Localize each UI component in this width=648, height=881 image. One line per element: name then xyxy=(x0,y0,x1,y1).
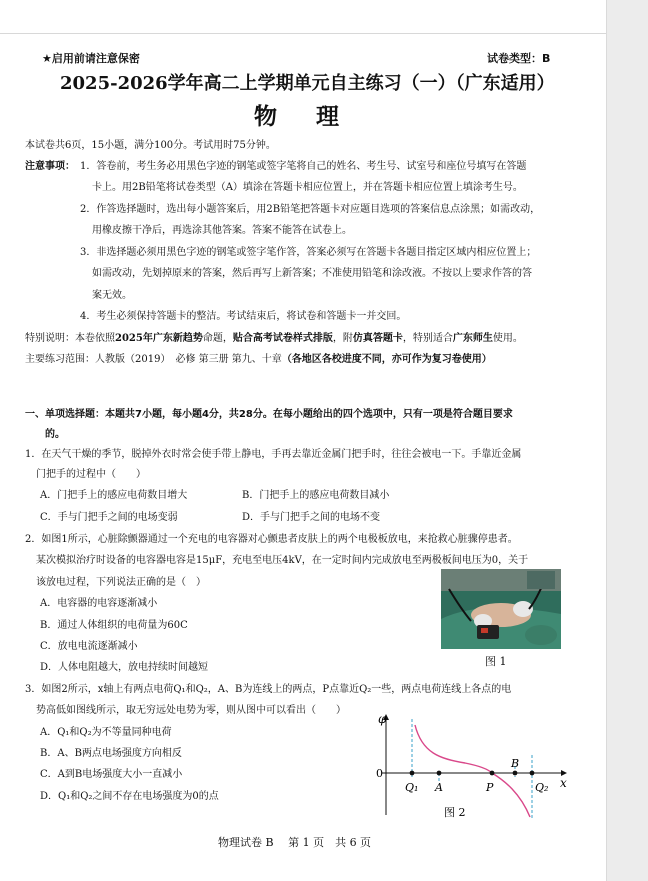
point-b xyxy=(513,771,518,776)
defibrillator-photo xyxy=(441,569,561,649)
origin-label: 0 xyxy=(376,767,383,780)
q3-option-b: B．A、B两点电场强度方向相反 xyxy=(40,748,182,759)
q3-stem-cont: 势高低如图线所示，取无穷远处电势为零，则从图中可以看出（ ） xyxy=(36,705,346,716)
note-line: 如需改动，先划掉原来的答案，然后再写上新答案；不准使用铅笔和涂改液。不按以上要求作答的答 xyxy=(92,268,532,279)
point-p xyxy=(490,771,495,776)
note-line: 4．考生必须保持答题卡的整洁。考试结束后，将试卷和答题卡一并交回。 xyxy=(80,311,407,322)
label-q1: Q₁ xyxy=(405,781,419,794)
q2-charge-point xyxy=(530,771,535,776)
q3-option-d: D．Q₁和Q₂之间不存在电场强度为0的点 xyxy=(40,791,219,802)
page-footer: 物理试卷 B 第 1 页 共 6 页 xyxy=(218,836,372,849)
q1-stem: 1．在天气干燥的季节，脱掉外衣时常会使手带上静电，手再去靠近金属门把手时，往往会被电一下。手靠近金属 xyxy=(25,449,522,460)
label-p: P xyxy=(486,781,494,794)
confidential-notice: ★启用前请注意保密 xyxy=(42,52,140,65)
label-q2: Q₂ xyxy=(535,781,549,794)
section-heading: 一、单项选择题：本题共7小题，每小题4分，共28分。在每小题给出的四个选项中，只有一项是符合题目要求 xyxy=(25,409,513,420)
note-line: 卡上。用2B铅笔将试卷类型（A）填涂在答题卡相应位置上，并在答题卡相应位置上填涂考生号。 xyxy=(92,182,523,193)
label-a: A xyxy=(435,781,443,794)
note-line: 用橡皮擦干净后，再选涂其他答案。答案不能答在试卷上。 xyxy=(92,225,352,236)
q1-option-d: D．手与门把手之间的电场不变 xyxy=(242,512,381,523)
q2-option-c: C．放电电流逐渐减小 xyxy=(40,641,138,652)
potential-graph xyxy=(370,711,576,821)
exam-title: 2025-2026学年高二上学期单元自主练习（一）（广东适用） xyxy=(60,73,555,94)
note-line: 案无效。 xyxy=(92,290,132,301)
paper-type: 试卷类型：B xyxy=(487,52,551,65)
notes-label: 注意事项： xyxy=(25,161,75,172)
special-note: 特别说明：本卷依照2025年广东新趋势命题，贴合高考试卷样式排版，附仿真答题卡，特别适合广东师生使用。 xyxy=(25,333,523,344)
figure1-caption: 图 1 xyxy=(485,655,507,668)
note-line: 3．非选择题必须用黑色字迹的钢笔或签字笔作答，答案必须写在答题卡各题目指定区域内相应位置上； xyxy=(80,247,537,258)
header-rule xyxy=(0,33,606,34)
q3-option-a: A．Q₁和Q₂为不等量同种电荷 xyxy=(40,727,172,738)
defibrillator-illustration xyxy=(441,569,561,649)
q1-option-a: A．门把手上的感应电荷数目增大 xyxy=(40,490,188,501)
note-line: 2．作答选择题时，选出每小题答案后，用2B铅笔把答题卡对应题目选项的答案信息点涂黑；如需改动， xyxy=(80,204,541,215)
q1-option-b: B．门把手上的感应电荷数目减小 xyxy=(242,490,390,501)
q1-option-c: C．手与门把手之间的电场变弱 xyxy=(40,512,178,523)
q1-charge-point xyxy=(410,771,415,776)
q2-stem: 2．如图1所示，心脏除颤器通过一个充电的电容器对心颤患者皮肤上的两个电极板放电，来抢救心脏骤停患者。 xyxy=(25,534,518,545)
q3-option-c: C．A到B电场强度大小一直减小 xyxy=(40,769,183,780)
figure2-caption: 图 2 xyxy=(444,806,466,819)
exam-info: 本试卷共6页，15小题，满分100分。考试用时75分钟。 xyxy=(25,140,276,151)
practice-range: 主要练习范围：人教版（2019） 必修 第三册 第九、十章（各地区各校进度不同，亦可作为复习卷使用） xyxy=(25,354,492,365)
section-heading-cont: 的。 xyxy=(45,429,65,440)
viewer-gutter xyxy=(606,0,648,881)
q1-stem-cont: 门把手的过程中（ ） xyxy=(36,469,146,480)
potential-curve xyxy=(415,725,530,817)
subject-title: 物 理 xyxy=(254,103,347,130)
q2-option-b: B．通过人体组织的电荷量为60C xyxy=(40,620,188,631)
q2-stem-cont: 该放电过程，下列说法正确的是（ ） xyxy=(36,577,206,588)
q2-option-a: A．电容器的电容逐渐减小 xyxy=(40,598,158,609)
point-a xyxy=(437,771,442,776)
q3-stem: 3．如图2所示，x轴上有两点电荷Q₁和Q₂，A、B为连线上的两点，P点靠近Q₂一些，两点电荷连线上各点的电 xyxy=(25,684,512,695)
y-axis-label: φ xyxy=(378,712,387,726)
note-line: 1．答卷前，考生务必用黑色字迹的钢笔或签字笔将自己的姓名、考生号、试室号和座位号填写在答题 xyxy=(80,161,527,172)
q2-option-d: D．人体电阻越大，放电持续时间越短 xyxy=(40,662,209,673)
potential-graph-svg xyxy=(370,711,576,821)
q2-stem-cont: 某次模拟治疗时设备的电容器电容是15μF，充电至电压4kV，在一定时间内完成放电至两极板间电压为0，关于 xyxy=(36,555,529,566)
label-b: B xyxy=(511,757,520,770)
x-axis-label: x xyxy=(560,776,567,790)
